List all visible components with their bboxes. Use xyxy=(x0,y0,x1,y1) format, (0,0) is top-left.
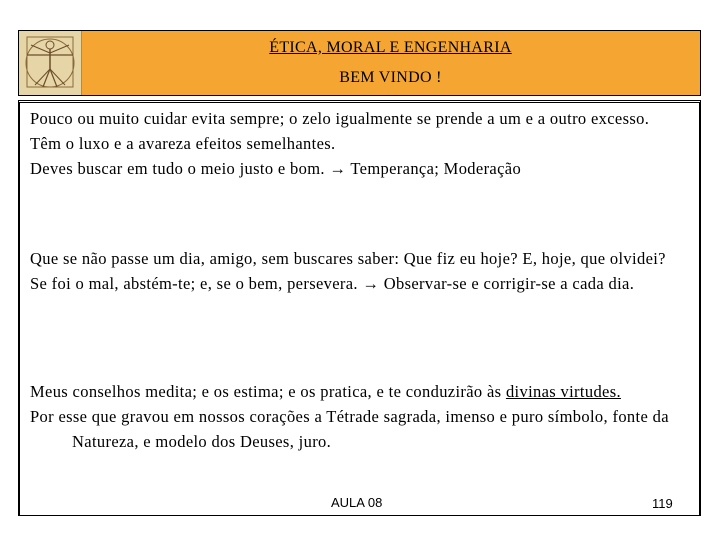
verse-4: Que se não passe um dia, amigo, sem buscares saber: Que fiz eu hoje? E, hoje, que olvidei? xyxy=(30,249,666,268)
page-title: ÉTICA, MORAL E ENGENHARIA xyxy=(269,39,512,56)
verse-6-text: Meus conselhos medita; e os estima; e os pratica, e te conduzirão às xyxy=(30,382,502,401)
verse-group-1 xyxy=(30,106,670,181)
lesson-label: AULA 08 xyxy=(331,495,383,510)
verse-group-3 xyxy=(30,379,670,454)
verse-1: Pouco ou muito cuidar evita sempre; o zelo igualmente se prende a um e a outro excesso. xyxy=(30,109,650,128)
verse-5: Se foi o mal, abstém-te; e, se o bem, persevera. → Observar-se e corrigir-se a cada dia. xyxy=(30,274,635,293)
vitruvian-man-icon xyxy=(19,31,82,95)
verse-2: Têm o luxo e a avareza efeitos semelhantes. xyxy=(30,134,336,153)
verse-6 xyxy=(30,379,670,404)
verse-3: Deves buscar em tudo o meio justo e bom. → Temperança; Moderação xyxy=(30,159,522,178)
verse-6-underlined: divinas virtudes. xyxy=(505,382,621,401)
verse-group-2 xyxy=(30,246,670,296)
page-number: 119 xyxy=(652,496,673,511)
verse-7: Por esse que gravou em nossos corações a Tétrade sagrada, imenso e puro símbolo, fonte da Natureza, e modelo dos Deuses, juro. xyxy=(30,407,669,451)
title-banner xyxy=(18,30,701,96)
page-subtitle: BEM VINDO ! xyxy=(339,69,442,86)
